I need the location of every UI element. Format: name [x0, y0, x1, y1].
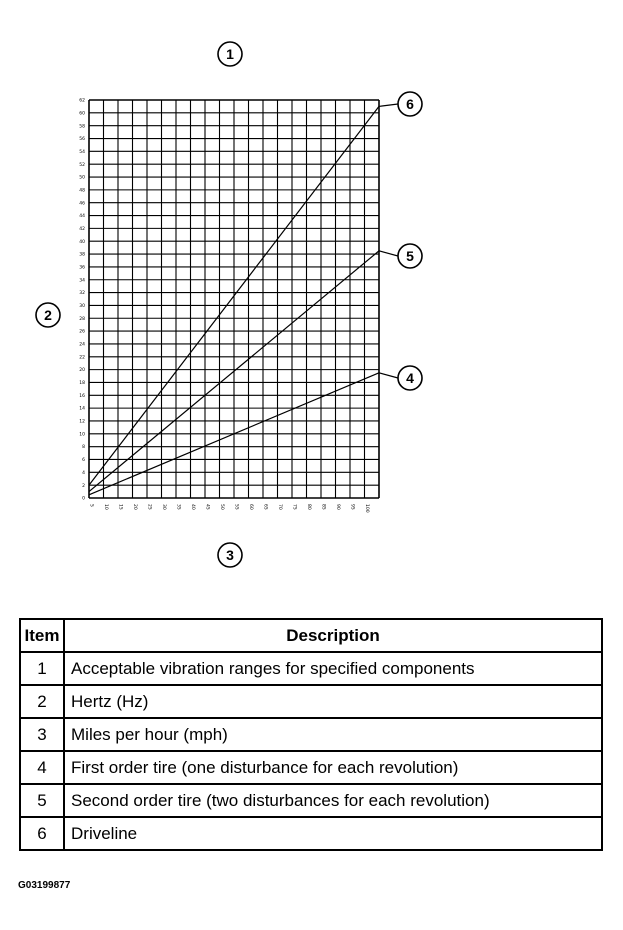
y-tick-label: 6: [82, 458, 85, 464]
x-tick-label: 5: [88, 504, 94, 507]
callout-5: [398, 244, 422, 268]
table-row: [20, 652, 602, 685]
item-number: 2: [20, 685, 64, 718]
y-tick-label: 32: [79, 291, 85, 297]
callout-number: 2: [44, 307, 52, 323]
callout-number: 5: [406, 248, 414, 264]
y-tick-label: 34: [79, 278, 85, 284]
y-tick-label: 30: [79, 304, 85, 310]
callout-leader: [379, 373, 398, 378]
y-tick-label: 38: [79, 252, 85, 258]
callout-number: 3: [226, 547, 234, 563]
item-description: Acceptable vibration ranges for specified components: [64, 652, 602, 685]
y-tick-label: 0: [82, 496, 85, 502]
item-number: 3: [20, 718, 64, 751]
y-tick-label: 2: [82, 483, 85, 489]
x-tick-label: 75: [291, 504, 297, 510]
y-tick-label: 28: [79, 316, 85, 322]
y-tick-label: 56: [79, 137, 85, 143]
item-number: 4: [20, 751, 64, 784]
item-description: Hertz (Hz): [64, 685, 602, 718]
y-tick-label: 10: [79, 432, 85, 438]
y-tick-label: 58: [79, 124, 85, 130]
table-row: [20, 751, 602, 784]
x-tick-label: 45: [204, 504, 210, 510]
x-tick-label: 100: [364, 504, 369, 513]
item-number: 1: [20, 652, 64, 685]
x-tick-label: 85: [320, 504, 326, 510]
y-tick-label: 8: [82, 445, 85, 451]
callout-3: [218, 543, 242, 567]
callout-number: 1: [226, 46, 234, 62]
table-row: [20, 685, 602, 718]
x-tick-label: 95: [349, 504, 355, 510]
x-tick-label: 35: [175, 504, 181, 510]
item-description: First order tire (one disturbance for each revolution): [64, 751, 602, 784]
y-tick-label: 44: [79, 214, 85, 220]
item-description: Second order tire (two disturbances for each revolution): [64, 784, 602, 817]
y-tick-label: 24: [79, 342, 85, 348]
x-axis-ticks: [89, 504, 371, 513]
y-tick-label: 14: [79, 406, 85, 412]
y-tick-label: 18: [79, 381, 85, 387]
callout-number: 4: [406, 370, 414, 386]
x-tick-label: 90: [335, 504, 340, 510]
x-tick-label: 60: [248, 504, 253, 510]
y-tick-label: 12: [79, 419, 85, 425]
y-tick-label: 46: [79, 201, 85, 207]
callout-number: 6: [406, 96, 414, 112]
item-column-header: Item: [20, 619, 64, 652]
y-tick-label: 16: [79, 393, 85, 399]
x-tick-label: 55: [233, 504, 239, 510]
y-tick-label: 26: [79, 329, 85, 335]
x-tick-label: 25: [146, 504, 152, 510]
x-tick-label: 10: [103, 504, 108, 510]
x-tick-label: 30: [161, 504, 166, 510]
y-tick-label: 60: [79, 111, 85, 117]
y-tick-label: 22: [79, 355, 85, 361]
callout-6: [398, 92, 422, 116]
y-axis-ticks: [79, 98, 85, 502]
x-tick-label: 20: [132, 504, 137, 510]
item-description: Miles per hour (mph): [64, 718, 602, 751]
item-number: 5: [20, 784, 64, 817]
y-tick-label: 42: [79, 226, 85, 232]
x-tick-label: 40: [190, 504, 195, 510]
x-tick-label: 65: [262, 504, 268, 510]
y-tick-label: 62: [79, 98, 85, 104]
table-row: [20, 784, 602, 817]
callout-1: [218, 42, 242, 66]
legend-table: [19, 618, 603, 851]
description-column-header: Description: [64, 619, 602, 652]
callout-4: [398, 366, 422, 390]
x-tick-label: 70: [277, 504, 282, 510]
table-row: [20, 817, 602, 850]
item-number: 6: [20, 817, 64, 850]
figure-id: G03199877: [18, 880, 71, 891]
callout-2: [36, 303, 60, 327]
y-tick-label: 40: [79, 239, 85, 245]
x-tick-label: 15: [117, 504, 123, 510]
chart-grid: [89, 100, 379, 498]
x-tick-label: 50: [219, 504, 224, 510]
y-tick-label: 4: [82, 470, 85, 476]
y-tick-label: 52: [79, 162, 85, 168]
y-tick-label: 36: [79, 265, 85, 271]
x-tick-label: 80: [306, 504, 311, 510]
callout-leader: [379, 104, 398, 106]
table-row: [20, 718, 602, 751]
y-tick-label: 50: [79, 175, 85, 181]
item-description: Driveline: [64, 817, 602, 850]
y-tick-label: 20: [79, 368, 85, 374]
y-tick-label: 54: [79, 149, 85, 155]
legend-header-row: [20, 619, 602, 652]
y-tick-label: 48: [79, 188, 85, 194]
callout-leader: [379, 251, 398, 256]
